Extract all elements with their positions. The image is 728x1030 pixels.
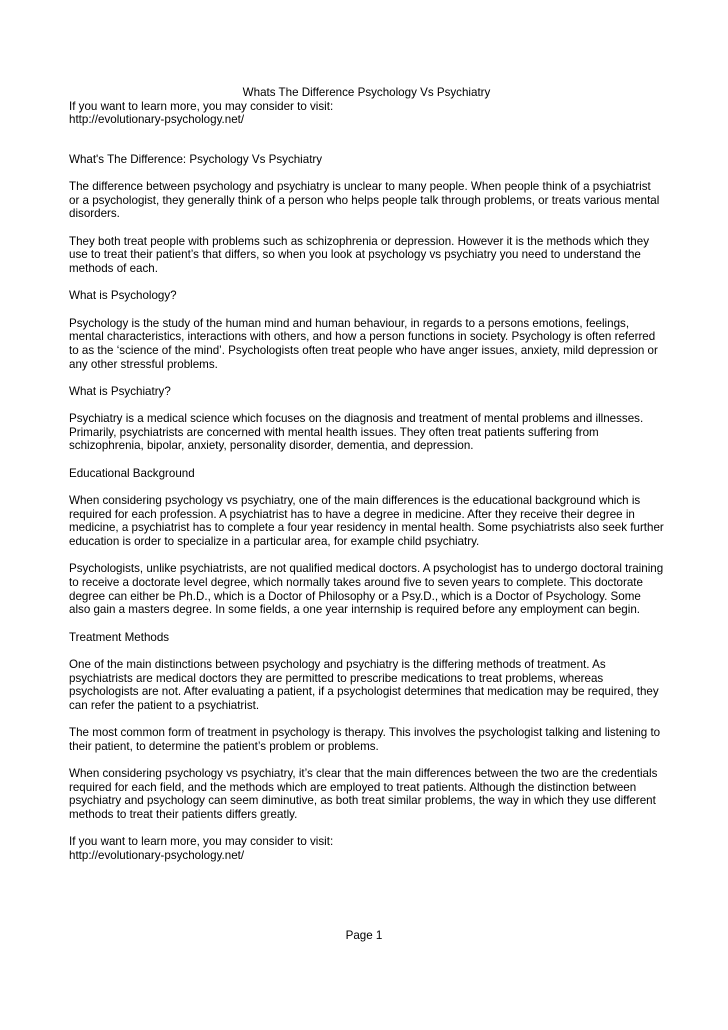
paragraph: One of the main distinctions between psychology and psychiatry is the differing methods of treatment. As psychiatrists are medical doctors they are permitted to prescribe medications to treat problems, whereas psychologists are not. After evaluating a patient, if a psychologist determines that medication may be required, they can refer the patient to a psychiatrist. bbox=[69, 657, 659, 712]
outro-link[interactable]: http://evolutionary-psychology.net/ bbox=[69, 848, 245, 862]
paragraph: They both treat people with problems such as schizophrenia or depression. However it is the methods which they use to treat their patient’s that differs, so when you look at psychology vs psychiatry you need to understand the methods of each. bbox=[69, 234, 649, 275]
paragraph: The most common form of treatment in psychology is therapy. This involves the psychologist talking and listening to their patient, to determine the patient’s problem or problems. bbox=[69, 726, 661, 753]
section-title-psychiatry: What is Psychiatry? bbox=[69, 384, 171, 398]
paragraph: The difference between psychology and psychiatry is unclear to many people. When people think of a psychiatrist or a psychologist, they generally think of a person who helps people talk through problems, or treats various mental disorders. bbox=[69, 180, 660, 221]
page-number: Page 1 bbox=[345, 929, 383, 942]
section-title-psychology: What is Psychology? bbox=[69, 289, 177, 303]
document-body bbox=[69, 86, 664, 863]
document-title: Whats The Difference Psychology Vs Psychiatry bbox=[242, 86, 491, 99]
outro-text: If you want to learn more, you may consider to visit: bbox=[69, 835, 334, 849]
paragraph: Psychiatry is a medical science which focuses on the diagnosis and treatment of mental problems and illnesses. Primarily, psychiatrists are concerned with mental health issues. They often treat patients suffering from schizophrenia, bipolar, anxiety, personality disorder, dementia, and depression. bbox=[69, 412, 644, 453]
paragraph: When considering psychology vs psychiatry, one of the main differences is the educational background which is required for each profession. A psychiatrist has to have a degree in medicine. After they receive their degree in medicine, a psychiatrist has to complete a four year residency in mental health. Some psychiatrists also seek further education is order to specialize in a particular area, for example child psychiatry. bbox=[69, 494, 664, 549]
intro-link[interactable]: http://evolutionary-psychology.net/ bbox=[69, 113, 245, 127]
document-heading: What's The Difference: Psychology Vs Psychiatry bbox=[69, 152, 323, 166]
section-title-education: Educational Background bbox=[69, 466, 195, 480]
paragraph: Psychology is the study of the human mind and human behaviour, in regards to a persons emotions, feelings, mental characteristics, interactions with others, and how a person functions in society. Psychology is often referred to as the ‘science of the mind’. Psychologists often treat people who have anger issues, anxiety, mild depression or any other stressful problems. bbox=[69, 316, 658, 371]
section-title-treatment: Treatment Methods bbox=[69, 630, 170, 644]
paragraph: Psychologists, unlike psychiatrists, are not qualified medical doctors. A psychologist has to undergo doctoral training to receive a doctorate level degree, which normally takes around five to seven years to complete. This doctorate degree can either be Ph.D., which is a Doctor of Philosophy or a Psy.D., which is a Doctor of Psychology. Some also gain a masters degree. In some fields, a one year internship is required before any employment can begin. bbox=[69, 562, 664, 617]
intro-text: If you want to learn more, you may consider to visit: bbox=[69, 99, 334, 113]
paragraph: When considering psychology vs psychiatry, it’s clear that the main differences between the two are the credentials required for each field, and the methods which are employed to treat patients. Although the distinction between psychiatry and psychology can seem diminutive, as both treat similar problems, the way in which they use different methods to treat their patients differs greatly. bbox=[69, 767, 658, 821]
